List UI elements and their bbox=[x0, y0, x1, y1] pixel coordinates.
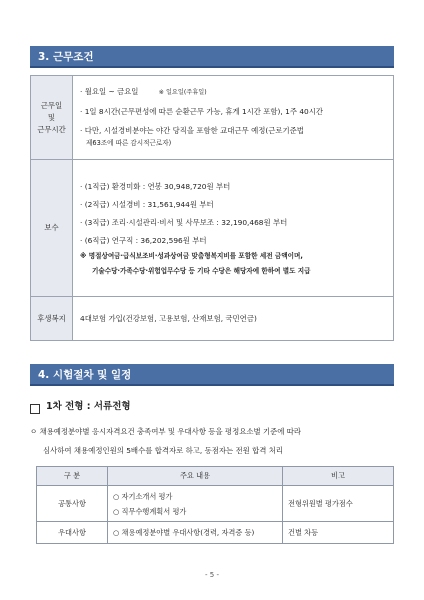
pay-content bbox=[73, 160, 394, 297]
checkbox-square-icon bbox=[30, 404, 40, 414]
row-remark: 전형위원별 평가점수 bbox=[283, 486, 394, 522]
work-conditions-table bbox=[30, 75, 394, 341]
pay-label: 보수 bbox=[31, 160, 73, 297]
pay-item: · (2직급) 시설경비 : 31,561,944원 부터 bbox=[80, 199, 214, 209]
page-number: - 5 - bbox=[205, 571, 219, 579]
header-main-content: 주요 내용 bbox=[108, 467, 283, 486]
work-hours-row bbox=[31, 76, 394, 160]
work-hours-label-line-2: 및 bbox=[47, 112, 56, 122]
section-header-exam-procedure: 4. 시험절차 및 일정 bbox=[30, 364, 394, 386]
header-remarks: 비고 bbox=[283, 467, 394, 486]
work-days-line bbox=[80, 85, 387, 99]
pay-note-line-1: ※ 명절상여금·급식보조비·성과상여금 맞춤형복지비를 포함한 세전 금액이며, bbox=[80, 251, 303, 260]
work-hours-label-line-1: 근무일 bbox=[40, 100, 63, 110]
work-hours-label-line-3: 근무시간 bbox=[37, 124, 66, 134]
pay-item: · (3직급) 조리·시설관리·비서 및 사무보조 : 32,190,468원 부터 bbox=[80, 217, 288, 227]
step1-description-line-1: ㅇ 채용예정분야별 응시자격요건 충족여부 및 우대사항 등을 평정요소별 기준에 따라 bbox=[30, 427, 302, 436]
section-header-work-conditions: 3. 근무조건 bbox=[30, 46, 394, 68]
pay-item: · (1직급) 환경미화 : 연봉 30,948,720원 부터 bbox=[80, 181, 231, 191]
work-hours-line: · 1일 8시간(근무편성에 따른 순환근무 가능, 휴게 1시간 포함), 1주 40시간 bbox=[80, 107, 324, 116]
row-contents bbox=[108, 522, 283, 544]
row-content-item: ○ 직무수행계획서 평가 bbox=[113, 506, 187, 516]
pay-row bbox=[31, 160, 394, 297]
work-hours-label bbox=[31, 76, 73, 160]
row-remark: 건별 차등 bbox=[283, 522, 394, 544]
table-row bbox=[37, 522, 394, 544]
welfare-label: 후생복지 bbox=[31, 297, 73, 341]
work-days-text: · 월요일 ~ 금요일 bbox=[80, 87, 139, 96]
row-content-item: ○ 자기소개서 평가 bbox=[113, 491, 173, 501]
row-category: 우대사항 bbox=[37, 522, 108, 544]
row-contents bbox=[108, 486, 283, 522]
shift-work-line-cont: 제63조에 따른 감시적근로자) bbox=[86, 139, 172, 147]
pay-item: · (6직급) 연구직 : 36,202,596원 부터 bbox=[80, 235, 207, 245]
holiday-note: ※ 일요일(주휴일) bbox=[158, 89, 207, 96]
row-category: 공통사항 bbox=[37, 486, 108, 522]
table-header-row bbox=[37, 467, 394, 486]
screening-criteria-table bbox=[36, 466, 394, 544]
welfare-row bbox=[31, 297, 394, 341]
shift-work-line: · 다만, 시설경비분야는 야간 당직을 포함한 교대근무 예정(근로기준법 bbox=[80, 126, 304, 135]
header-category: 구 분 bbox=[37, 467, 108, 486]
pay-note-line-2: 기술수당·가족수당·위험업무수당 등 기타 수당은 해당자에 한하여 별도 지급 bbox=[92, 266, 311, 275]
step1-title: 1차 전형 : 서류전형 bbox=[46, 401, 131, 412]
step1-description-line-2: 심사하여 채용예정인원의 5배수를 합격자로 하고, 동점자는 전원 합격 처리 bbox=[43, 446, 284, 455]
work-hours-content bbox=[73, 76, 394, 160]
table-row bbox=[37, 486, 394, 522]
row-content-item: ○ 채용예정분야별 우대사항(경력, 자격증 등) bbox=[113, 528, 255, 537]
welfare-content: 4대보험 가입(건강보험, 고용보험, 산재보험, 국민연금) bbox=[73, 297, 394, 341]
step1-description bbox=[30, 422, 396, 460]
